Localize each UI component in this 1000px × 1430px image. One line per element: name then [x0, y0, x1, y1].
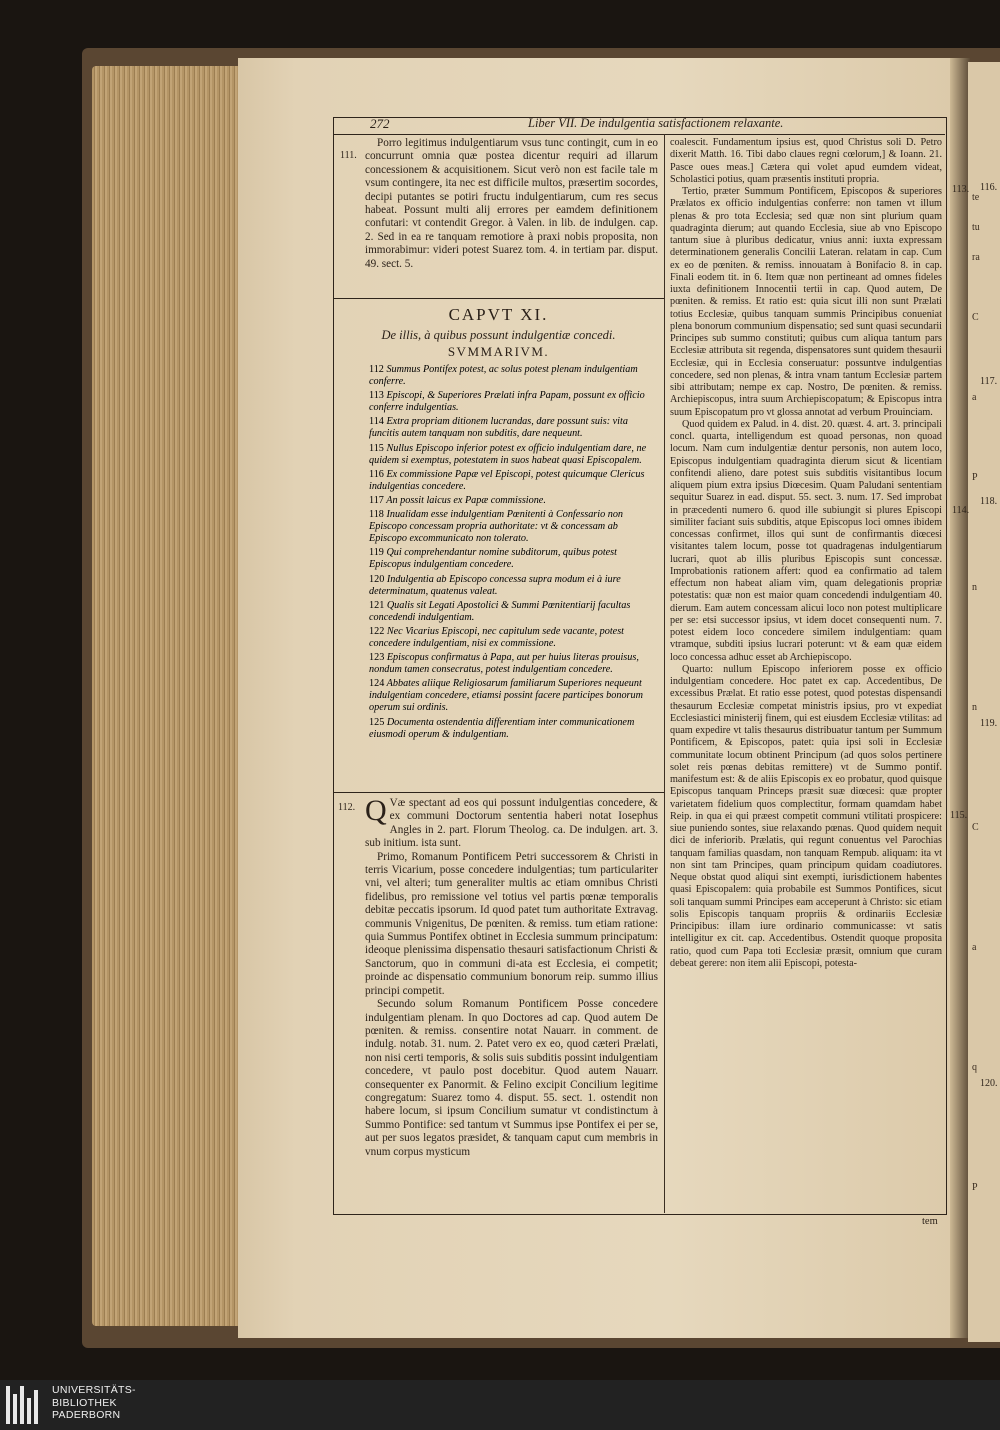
running-title: Liber VII. De indulgentia satisfactionem relaxante.	[528, 116, 784, 130]
summary-item: 114 Extra propriam ditionem lucrandas, dare possunt suis: vita funcitis autem tanquam non subditis, dare nequeunt.	[369, 416, 628, 440]
library-logo-bar	[0, 1380, 1000, 1430]
margin-number: 112.	[338, 802, 356, 813]
library-name: UNIVERSITÄTS- BIBLIOTHEK PADERBORN	[52, 1384, 136, 1421]
library-logo-icon	[6, 1386, 44, 1424]
margin-number: 114.	[952, 505, 970, 516]
paragraph: coalescit. Fundamentum ipsius est, quod Christus soli D. Petro dixerit Matth. 16. Tibi dabo claues regni cœlorum,] & Ioann. 21. Pasce oues meas.] Cætera qui volet apud eumdem videat, Scholastici potius, quam præsentis instituti propria.	[670, 137, 942, 185]
running-header	[333, 118, 945, 135]
rule-below-summary	[333, 792, 664, 793]
summary-item: 118 Inualidam esse indulgentiam Pœnitenti à Confessario non Episcopo concessam propria authoritate: vt & concessam ab Episcopo excommunicato non tolerato.	[369, 509, 624, 545]
catchword: tem	[922, 1216, 938, 1227]
summary-item: 125 Documenta ostendentia differentiam inter communicationem eiusmodi operum & indulgentiam.	[369, 716, 635, 740]
summary-title: SVMMARIVM.	[447, 344, 550, 359]
summary-item: 115 Nullus Episcopo inferior potest ex officio indulgentiam dare, ne quidem si exemptus, potestatem in suos habeat quasi Episcopalem.	[369, 442, 647, 466]
summary-item: 124 Abbates aliique Religiosarum familiarum Superiores nequeunt indulgentiam concedere, etiamsi possint facere participes bonorum operum sui ordinis.	[369, 678, 643, 714]
summary-item: 122 Nec Vicarius Episcopi, nec capitulum sede vacante, potest concedere indulgentiam, nisi ex commissione.	[369, 625, 624, 649]
drop-initial: Q	[365, 794, 387, 827]
summary-list	[369, 364, 658, 743]
rule-above-chapter	[333, 298, 664, 299]
margin-number: 117.	[980, 376, 998, 387]
margin-number: 118.	[980, 496, 998, 507]
margin-number: 120.	[980, 1078, 998, 1089]
margin-number: 116.	[980, 182, 998, 193]
facing-page-edge: te tu ra C a P n n C a q P	[968, 62, 1000, 1342]
summary-item: 112 Summus Pontifex potest, ac solus potest plenam indulgentiam conferre.	[369, 364, 638, 388]
paragraph: Tertio, præter Summum Pontificem, Episcopos & superiores Prælatos ex officio indulgentias conferre: non tamen vt illum plenas & pro tota Ecclesia; sed quæ non sint plurium quam quadraginta dierum; aut quando Ecclesia, siue ab vno Episcopo tantum siue à pluribus dedicatur, vnius anni: iuxta expressam determinationem generalis Concilii Lateran. relatam in cap. Cum ex eo de pœniten. & remiss. innouatam à Bonifacio 8. in cap. Finali eodem tit. in 6. Item quæ non pertineant ad omnes fideles iuxta definitionem Innocentii tertii in cap. Quod autem, De pœniten. & remiss. Et ratio est: quia sicut illi non sunt Prælati totius Ecclesiæ, quibus tanquam summis Principibus conueniat plena bonorum communium dispensatio; sed sunt quasi secundarii Principes sub summo constituti; quibus cum aliqua tantum pars Ecclesiæ attributa sit regenda, dispensatores sunt quidem thesaurii Ecclesiæ, qui in Ecclesia conseruatur: possuntve indulgentias concedere, sed non plenas, & intra vnam tantum Ecclesiæ partem sibi attributam; nempe ex cap. Nostro, De pœniten. & remiss. Archiepiscopus, intra suum Archiepiscopatum; & Episcopus intra suum Episcopatum pro vt glossa annotat ad verbum Prouinciam.	[670, 186, 942, 418]
paragraph: Secundo solum Romanum Pontificem Posse concedere indulgentiam plenam. In quo Doctores ad cap. Quod autem De pœniten. & remiss. consentire notat Nauarr. in comment. de indulg. notab. 31. num. 2. Patet vero ex eo, quod cæteri Prælati, non nisi certi temporis, & solis suis subditis possint indulgentiam concedere, vt paulo post docebitur. Quod autem Nauarr. consequenter ex Panormit. & Felino excipit Concilium legitime congregatum: Suarez tomo 4. disput. 55. sect. 1. ostendit non habere locum, si ipsum Concilium sumatur vt condistinctum à Summo Pontifice: sed tantum vt Summus ipse Pontifex ei per se, aut per suos legatos præsidet, & tanquam caput cum membris in vnum corpus mysticum	[365, 998, 658, 1158]
paragraph: Quarto: nullum Episcopo inferiorem posse ex officio indulgentiam concedere. Hoc patet ex cap. Accedentibus, De excessibus Prælat. Et ratio esse potest, quod potestas dispensandi thesaurum Ecclesiæ competat ministris ipsius, pro vt expediat Ecclesiastici ministerij finem, qui est eiusdem Ecclesiæ vtilitas: ad quam expedire vt talis thesaurus distribuatur tantum per Summum Pontificem, & Episcopos, patet: quia ipsi soli in Ecclesiæ communitate locum obtinent Principum (ad quos solos pertinere solet reis pœnas debitas remittere) vt de Summo pontif. manifestum est: & de aliis Episcopis ex eo probatur, quod quisque Episcopus tanquam Princeps præsit suæ diœcesi: quæ propter varietatem fidelium quos complectitur, formam quamdam habet Reip. in qua ei qui præest competit communi vtilitati prospicere: siue puniendo sontes, siue relaxando pœnas. Quod quidem nequit dici de inferiorib. Prælatis, qui regunt conuentus vel Parochias tanquam familias quasdam, non tanquam Rempub. aliquam: ita vt non sint tam Principes, quam principum quidam coadiutores. Neque obstat quod aliqui sint exempti, iurisdictionem habentes quasi Episcopalem: quia probabile est Summos Pontifices, sicut soli tanquam summi Principes eam acceperunt à Christo: sic etiam solis Episcopis tanquam propriis & ordinariis Ecclesiæ Principibus: illam iure ordinario communicasse: vt satis intelligitur ex cit. cap. Accedentibus. Ostendit quoque proposita ratio, quod cum Papa toti Ecclesiæ præsit, omnium que curam debeat gerere: non item alii Episcopi, potesta-	[670, 663, 942, 969]
chapter-title: CAPVT XI.	[448, 305, 549, 324]
right-column	[670, 137, 942, 970]
margin-number: 115.	[950, 810, 968, 821]
summary-item: 119 Qui comprehendantur nomine subditorum, quibus potest Episcopus indulgentiam concedere.	[369, 547, 617, 571]
margin-number: 113.	[952, 184, 970, 195]
paragraph: Q Væ spectant ad eos qui possunt indulgentias concedere, & ex communi Doctorum sententia haberi notat Iosephus Angles in 2. part. Florum Theolog. ca. De indulgen. art. 3. sub initium. ista sunt.	[365, 794, 658, 850]
summary-item: 121 Qualis sit Legati Apostolici & Summi Pœnitentiarij facultas concedendi indulgentiam.	[369, 599, 631, 623]
summary-item: 117 An possit laicus ex Papæ commissione.	[369, 494, 546, 506]
page-edges	[92, 66, 242, 1326]
left-column-top	[365, 137, 658, 271]
summary-item: 123 Episcopus confirmatus à Papa, aut per huius literas prouisus, nondum tamen consecratus, potest indulgentiam concedere.	[369, 652, 639, 676]
page-number: 272	[370, 116, 390, 131]
paragraph: Porro legitimus indulgentiarum vsus tunc contingit, cum in eo concurrunt omnia quæ postea dicentur requiri ad illarum concessionem & acquisitionem. Sicut verò non est facile tale m vsum contingere, ita nec est difficile multos, præsertim socordes, decipi putantes se potiri fructu indulgentiarum, cum res secus habeat. Possunt multi alij errores per eamdem definitionem confutari: vt contendit Gregor. à Valen. in lib. de indulgen. cap. 2. Sed in ea re tanquam remotiore à praxi nobis proposita, non immorabimur: videri potest Suarez tom. 4. in tertiam par. disput. 49. sect. 5.	[365, 137, 658, 270]
summary-item: 116 Ex commissione Papæ vel Episcopi, potest quicumque Clericus indulgentias concedere.	[369, 468, 645, 492]
summary-item: 113 Episcopi, & Superiores Prælati infra Papam, possunt ex officio conferre indulgentias.	[369, 390, 645, 414]
column-divider	[664, 134, 665, 1213]
paragraph: Primo, Romanum Pontificem Petri successorem & Christi in terris Vicarium, posse concedere indulgentias; tum particulariter vni, vel alteri; tum generaliter multis ac etiam omnibus Christi fidelibus, pro remissione vel totius vel partis pœnæ temporalis debitæ peccatis ipsorum. Id quod patet tum authoritate Extravag. communis Vnigenitus, De pœniten. & remiss. tum etiam ratione: quia Summus Pontifex obtinet in Ecclesia summum principatum: ideoque plenissima dispensatio thesauri satisfactionum Christi & Sanctorum, quo in communi di-ata est Ecclesia, ei competit; proinde ac dispensatio communium bonorum reip. summo illius principi competit.	[365, 850, 658, 997]
paragraph: Quod quidem ex Palud. in 4. dist. 20. quæst. 4. art. 3. principali concl. quarta, intelligendum est quoad personas, non quoad locum. Nam cum indulgentiæ dentur personis, non autem loco, Episcopus indulgentiam quadraginta dierum sicut & licentiam confitendi alieno, dare potest suis subditis visitantibus locum aliquem pium extra ipsius Diœcesim. Quam Paludani sententiam sequitur Suarez in ead. disput. 55. sect. 3. num. 17. Sed improbat in præcedenti numero 6. quod ille subiungit si plures Episcopi similiter faciant suis subditis, atque Episcopus loci omnes ibidem concessas confirmet, illos qui sunt de confirmantis diœcesi visitantes talem locum, posse tot quadragenas indulgentiarum lucrari, quot ab illis pluribus Episcopis sunt concessæ. Improbationis rationem affert: quod ea confirmatio ad talem effectum non habeat aliam vim, quam delegationis propriæ potestatis: quæ non est maior quam concedendi indulgentiam 40. dierum. Eam autem concessam alicui loco non potest multiplicare per se: etsi successor ipsius, vt idem docet consequenti num. 7. potest eidem loco concedere similem indulgentiam: quam vtramque, subditi ipsius lucrari poterunt: vt & eam quæ eidem loco concessa adhuc esset ab Archiepiscopo.	[670, 418, 942, 663]
margin-number: 119.	[980, 718, 998, 729]
left-column-body	[365, 794, 658, 1159]
margin-number: 111.	[340, 150, 357, 161]
book-gutter	[950, 58, 970, 1338]
chapter-subtitle: De illis, à quibus possunt indulgentiæ concedi.	[381, 328, 616, 342]
summary-item: 120 Indulgentia ab Episcopo concessa supra modum ei à iure determinatum, quatenus valeat.	[369, 573, 621, 597]
